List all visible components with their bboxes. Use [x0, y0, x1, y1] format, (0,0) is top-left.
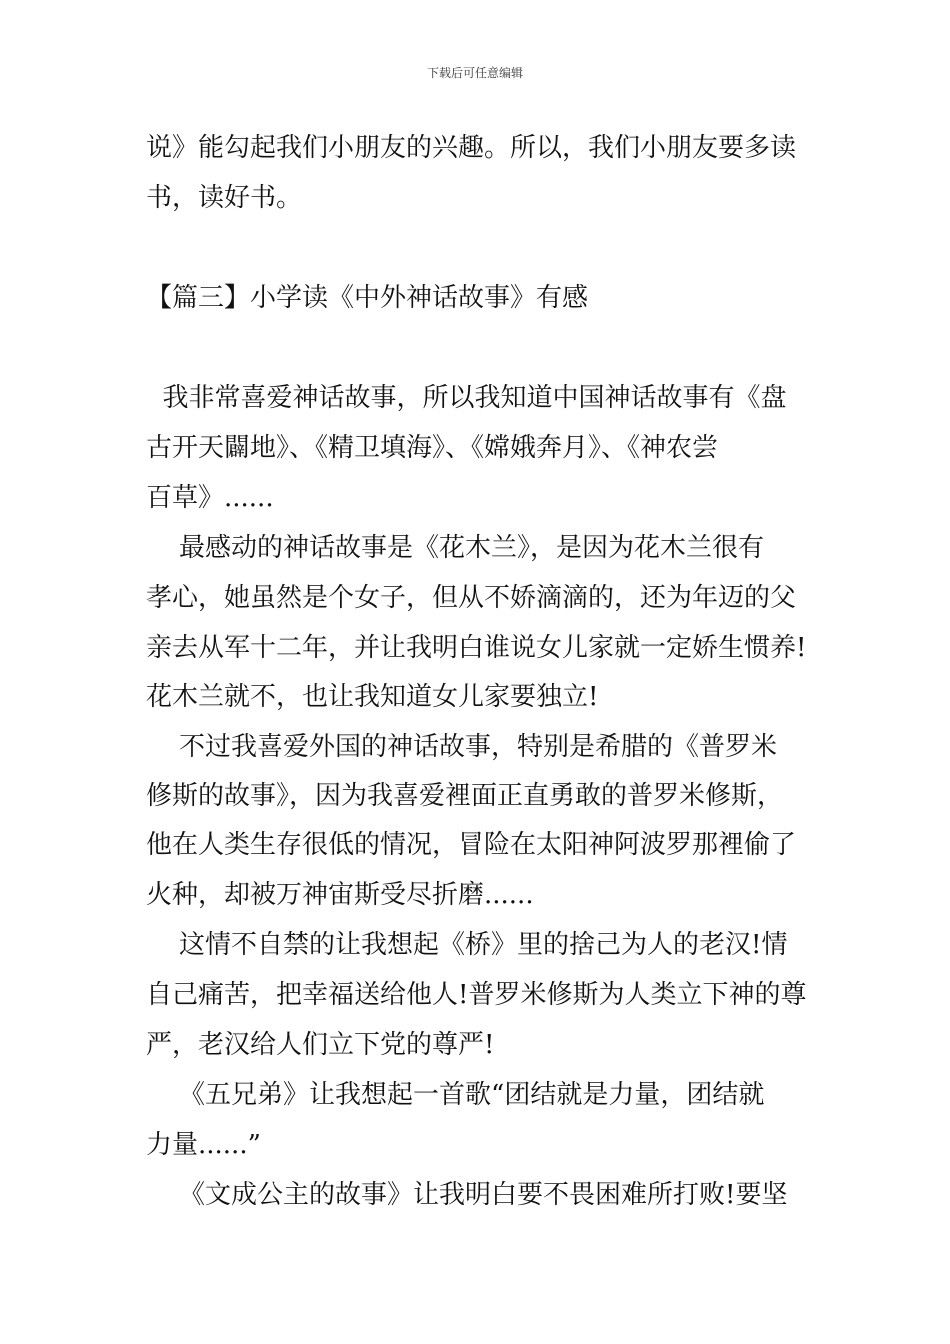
text-line: 我非常喜爱神话故事，所以我知道中国神话故事有《盘 — [146, 383, 787, 413]
text-line: 火种，却被万神宙斯受尽折磨...... — [146, 880, 534, 910]
text-line: 最感动的神话故事是《花木兰》，是因为花木兰很有 — [146, 533, 765, 563]
text-line: 力量......” — [146, 1130, 261, 1160]
text-line: 这情不自禁的让我想起《桥》里的捨己为人的老汉!情 — [146, 930, 788, 960]
text-line: 《文成公主的故事》让我明白要不畏困难所打败!要坚 — [146, 1180, 788, 1210]
text-line: 不过我喜爱外国的神话故事，特别是希腊的《普罗米 — [146, 732, 778, 762]
text-line: 古开天闢地》、《精卫填海》、《嫦娥奔月》、《神农尝 — [146, 433, 719, 463]
section-heading: 【篇三】小学读《中外神话故事》有感 — [146, 283, 589, 313]
text-line: 书，读好书。 — [146, 183, 303, 213]
text-line: 修斯的故事》，因为我喜爱裡面正直勇敢的普罗米修斯， — [146, 781, 784, 811]
text-line: 他在人类生存很低的情况，冒险在太阳神阿波罗那裡偷了 — [146, 830, 797, 860]
text-line: 《五兄弟》让我想起一首歌“团结就是力量，团结就 — [146, 1080, 765, 1110]
text-line: 孝心，她虽然是个女子，但从不娇滴滴的，还为年迈的父 — [146, 583, 797, 613]
text-line: 严，老汉给人们立下党的尊严! — [146, 1030, 495, 1060]
text-line: 百草》...... — [146, 483, 274, 513]
page-header: 下载后可任意编辑 — [426, 66, 523, 80]
text-line: 自己痛苦，把幸福送给他人!普罗米修斯为人类立下神的尊 — [146, 980, 807, 1010]
text-line: 亲去从军十二年，并让我明白谁说女儿家就一定娇生惯养! — [146, 633, 807, 663]
text-line: 花木兰就不，也让我知道女儿家要独立! — [146, 682, 599, 712]
text-line: 说》能勾起我们小朋友的兴趣。所以，我们小朋友要多读 — [146, 133, 797, 163]
